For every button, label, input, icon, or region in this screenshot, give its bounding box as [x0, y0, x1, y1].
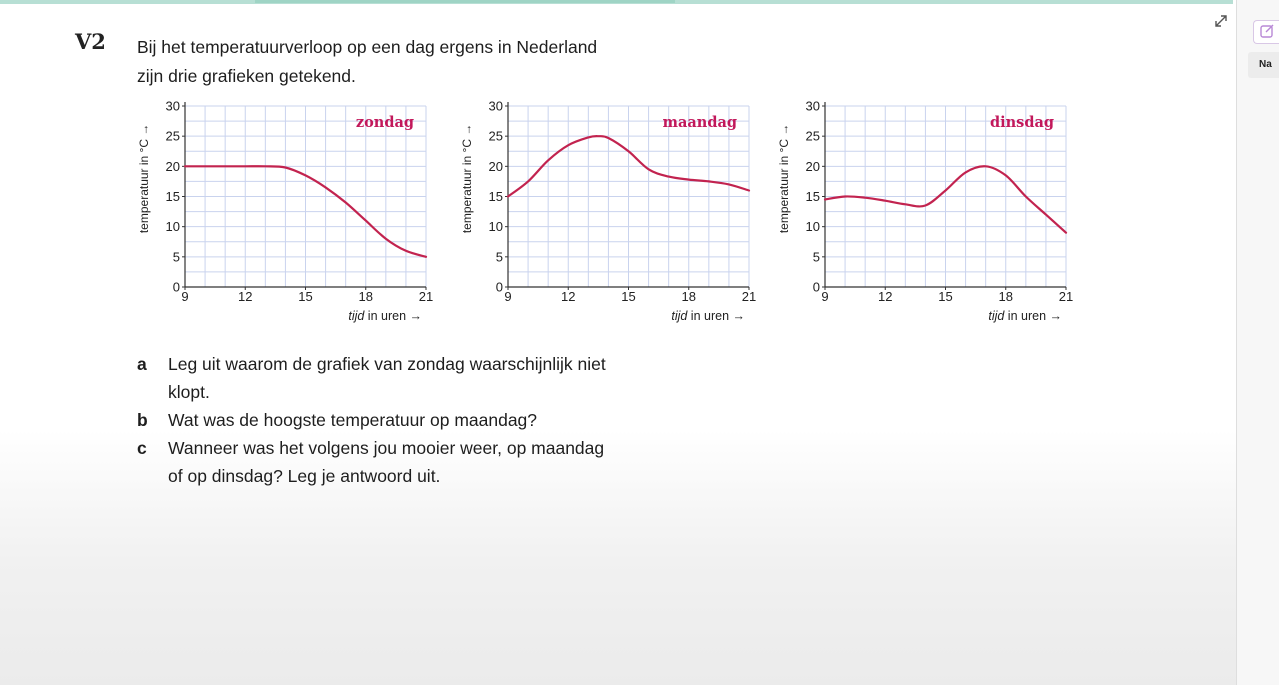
- intro-line: Bij het temperatuurverloop op een dag ergens in Nederland: [137, 37, 598, 57]
- edit-icon: [1254, 21, 1279, 43]
- chart-maandag: [460, 99, 756, 324]
- x-tick-label: 15: [938, 289, 953, 304]
- edit-button[interactable]: [1253, 20, 1279, 44]
- question-number: V2: [75, 29, 106, 54]
- y-tick-label: 0: [172, 279, 180, 295]
- x-axis-label-rest: in uren →: [364, 309, 422, 323]
- part-text: Wat was de hoogste temperatuur op maandag?: [168, 410, 538, 430]
- chart-title: maandag: [662, 114, 737, 131]
- y-tick-label: 25: [488, 128, 503, 144]
- x-tick-label: 15: [298, 289, 313, 304]
- x-axis-label: [348, 309, 422, 323]
- temperature-charts: [130, 94, 1090, 334]
- x-tick-label: 21: [418, 289, 434, 304]
- x-tick-label: 15: [621, 289, 636, 304]
- y-tick-label: 0: [812, 279, 820, 295]
- y-tick-label: 30: [488, 98, 503, 114]
- y-axis-label: temperatuur in °C →: [460, 123, 474, 234]
- part-text: Leg uit waarom de grafiek van zondag waarschijnlijk niet: [168, 354, 606, 374]
- part-text: Wanneer was het volgens jou mooier weer, op maandag: [168, 438, 605, 458]
- y-tick-label: 30: [165, 98, 180, 114]
- y-tick-label: 10: [805, 219, 820, 235]
- x-tick-label: 9: [181, 289, 189, 304]
- intro-line: zijn drie grafieken getekend.: [137, 66, 356, 86]
- y-tick-label: 5: [495, 249, 503, 265]
- chart-title: dinsdag: [989, 114, 1054, 131]
- chart-title: zondag: [355, 114, 414, 131]
- y-tick-label: 25: [805, 128, 820, 144]
- y-tick-label: 0: [495, 279, 503, 295]
- side-panel: [1236, 0, 1279, 685]
- part-letter: c: [137, 438, 147, 458]
- x-axis-label-rest: in uren →: [687, 309, 745, 323]
- expand-icon[interactable]: [1212, 12, 1230, 30]
- y-tick-label: 5: [812, 249, 820, 265]
- x-axis-label: [671, 309, 745, 323]
- chart-zondag: [137, 99, 433, 324]
- x-tick-label: 21: [741, 289, 757, 304]
- part-letter: b: [137, 410, 148, 430]
- question-intro: [137, 33, 597, 91]
- y-axis-label: temperatuur in °C →: [137, 123, 151, 234]
- x-tick-label: 18: [681, 289, 696, 304]
- y-axis-label: temperatuur in °C →: [777, 123, 791, 234]
- x-tick-label: 18: [358, 289, 373, 304]
- y-tick-label: 20: [805, 158, 820, 174]
- x-axis-label-italic: tijd: [671, 309, 688, 323]
- y-tick-label: 20: [165, 158, 180, 174]
- x-tick-label: 12: [878, 289, 893, 304]
- part-text: of op dinsdag? Leg je antwoord uit.: [168, 466, 441, 486]
- side-panel-tab[interactable]: Na: [1248, 52, 1279, 78]
- y-tick-label: 10: [488, 219, 503, 235]
- x-tick-label: 18: [998, 289, 1013, 304]
- x-axis-label: [988, 309, 1062, 323]
- x-tick-label: 9: [504, 289, 512, 304]
- y-tick-label: 20: [488, 158, 503, 174]
- x-axis-label-italic: tijd: [348, 309, 365, 323]
- y-tick-label: 15: [488, 189, 503, 204]
- y-tick-label: 25: [165, 128, 180, 144]
- x-tick-label: 9: [821, 289, 829, 304]
- x-tick-label: 12: [238, 289, 253, 304]
- y-tick-label: 30: [805, 98, 820, 114]
- x-tick-label: 12: [561, 289, 576, 304]
- x-axis-label-italic: tijd: [988, 309, 1005, 323]
- part-text: klopt.: [168, 382, 210, 402]
- x-tick-label: 21: [1058, 289, 1074, 304]
- y-tick-label: 10: [165, 219, 180, 235]
- x-axis-label-rest: in uren →: [1004, 309, 1062, 323]
- y-tick-label: 15: [805, 189, 820, 204]
- part-letter: a: [137, 354, 147, 374]
- top-progress-highlight: [255, 0, 675, 3]
- chart-dinsdag: [777, 99, 1073, 324]
- y-tick-label: 5: [172, 249, 180, 265]
- y-tick-label: 15: [165, 189, 180, 204]
